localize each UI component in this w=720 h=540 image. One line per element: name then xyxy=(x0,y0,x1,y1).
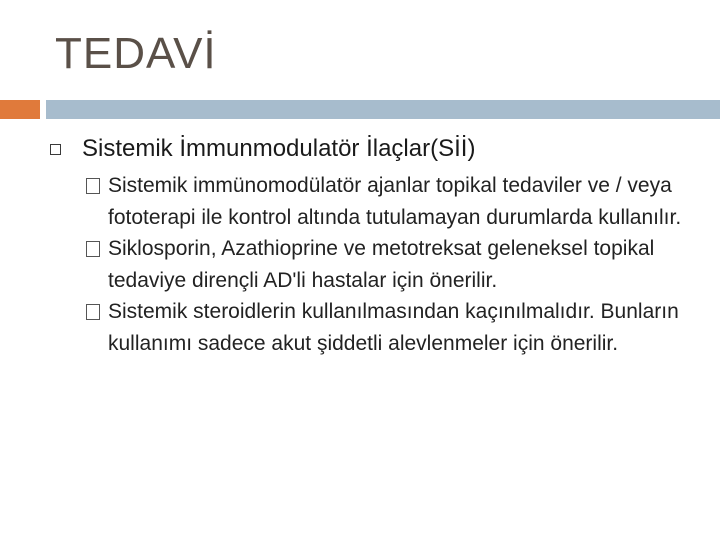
accent-bar xyxy=(0,100,40,119)
main-bullet-text: Sistemik İmmunmodulatör İlaçlar(Sİİ) xyxy=(82,135,476,162)
sub-bullet-list xyxy=(50,170,690,359)
sub-bullet-text: Siklosporin, Azathioprine ve metotreksat geleneksel topikal tedaviye dirençli AD'li hastalar için önerilir. xyxy=(108,237,655,292)
sub-bullet-text: Sistemik immünomodülatör ajanlar topikal tedaviler ve / veya fototerapi ile kontrol altında tutulamayan durumlarda kullanılır. xyxy=(108,174,682,229)
sub-bullet xyxy=(50,233,690,296)
slide-content xyxy=(50,130,690,359)
square-bullet-icon xyxy=(50,144,61,155)
sub-bullet xyxy=(50,170,690,233)
main-bullet xyxy=(50,132,690,166)
title-rule-bar xyxy=(46,100,720,119)
box-bullet-icon xyxy=(86,178,100,194)
box-bullet-icon xyxy=(86,241,100,257)
sub-bullet-text: Sistemik steroidlerin kullanılmasından kaçınılmalıdır. Bunların kullanımı sadece akut şiddetli alevlenmeler için önerilir. xyxy=(108,300,679,355)
sub-bullet xyxy=(50,296,690,359)
box-bullet-icon xyxy=(86,304,100,320)
slide-title: TEDAVİ xyxy=(55,29,217,78)
